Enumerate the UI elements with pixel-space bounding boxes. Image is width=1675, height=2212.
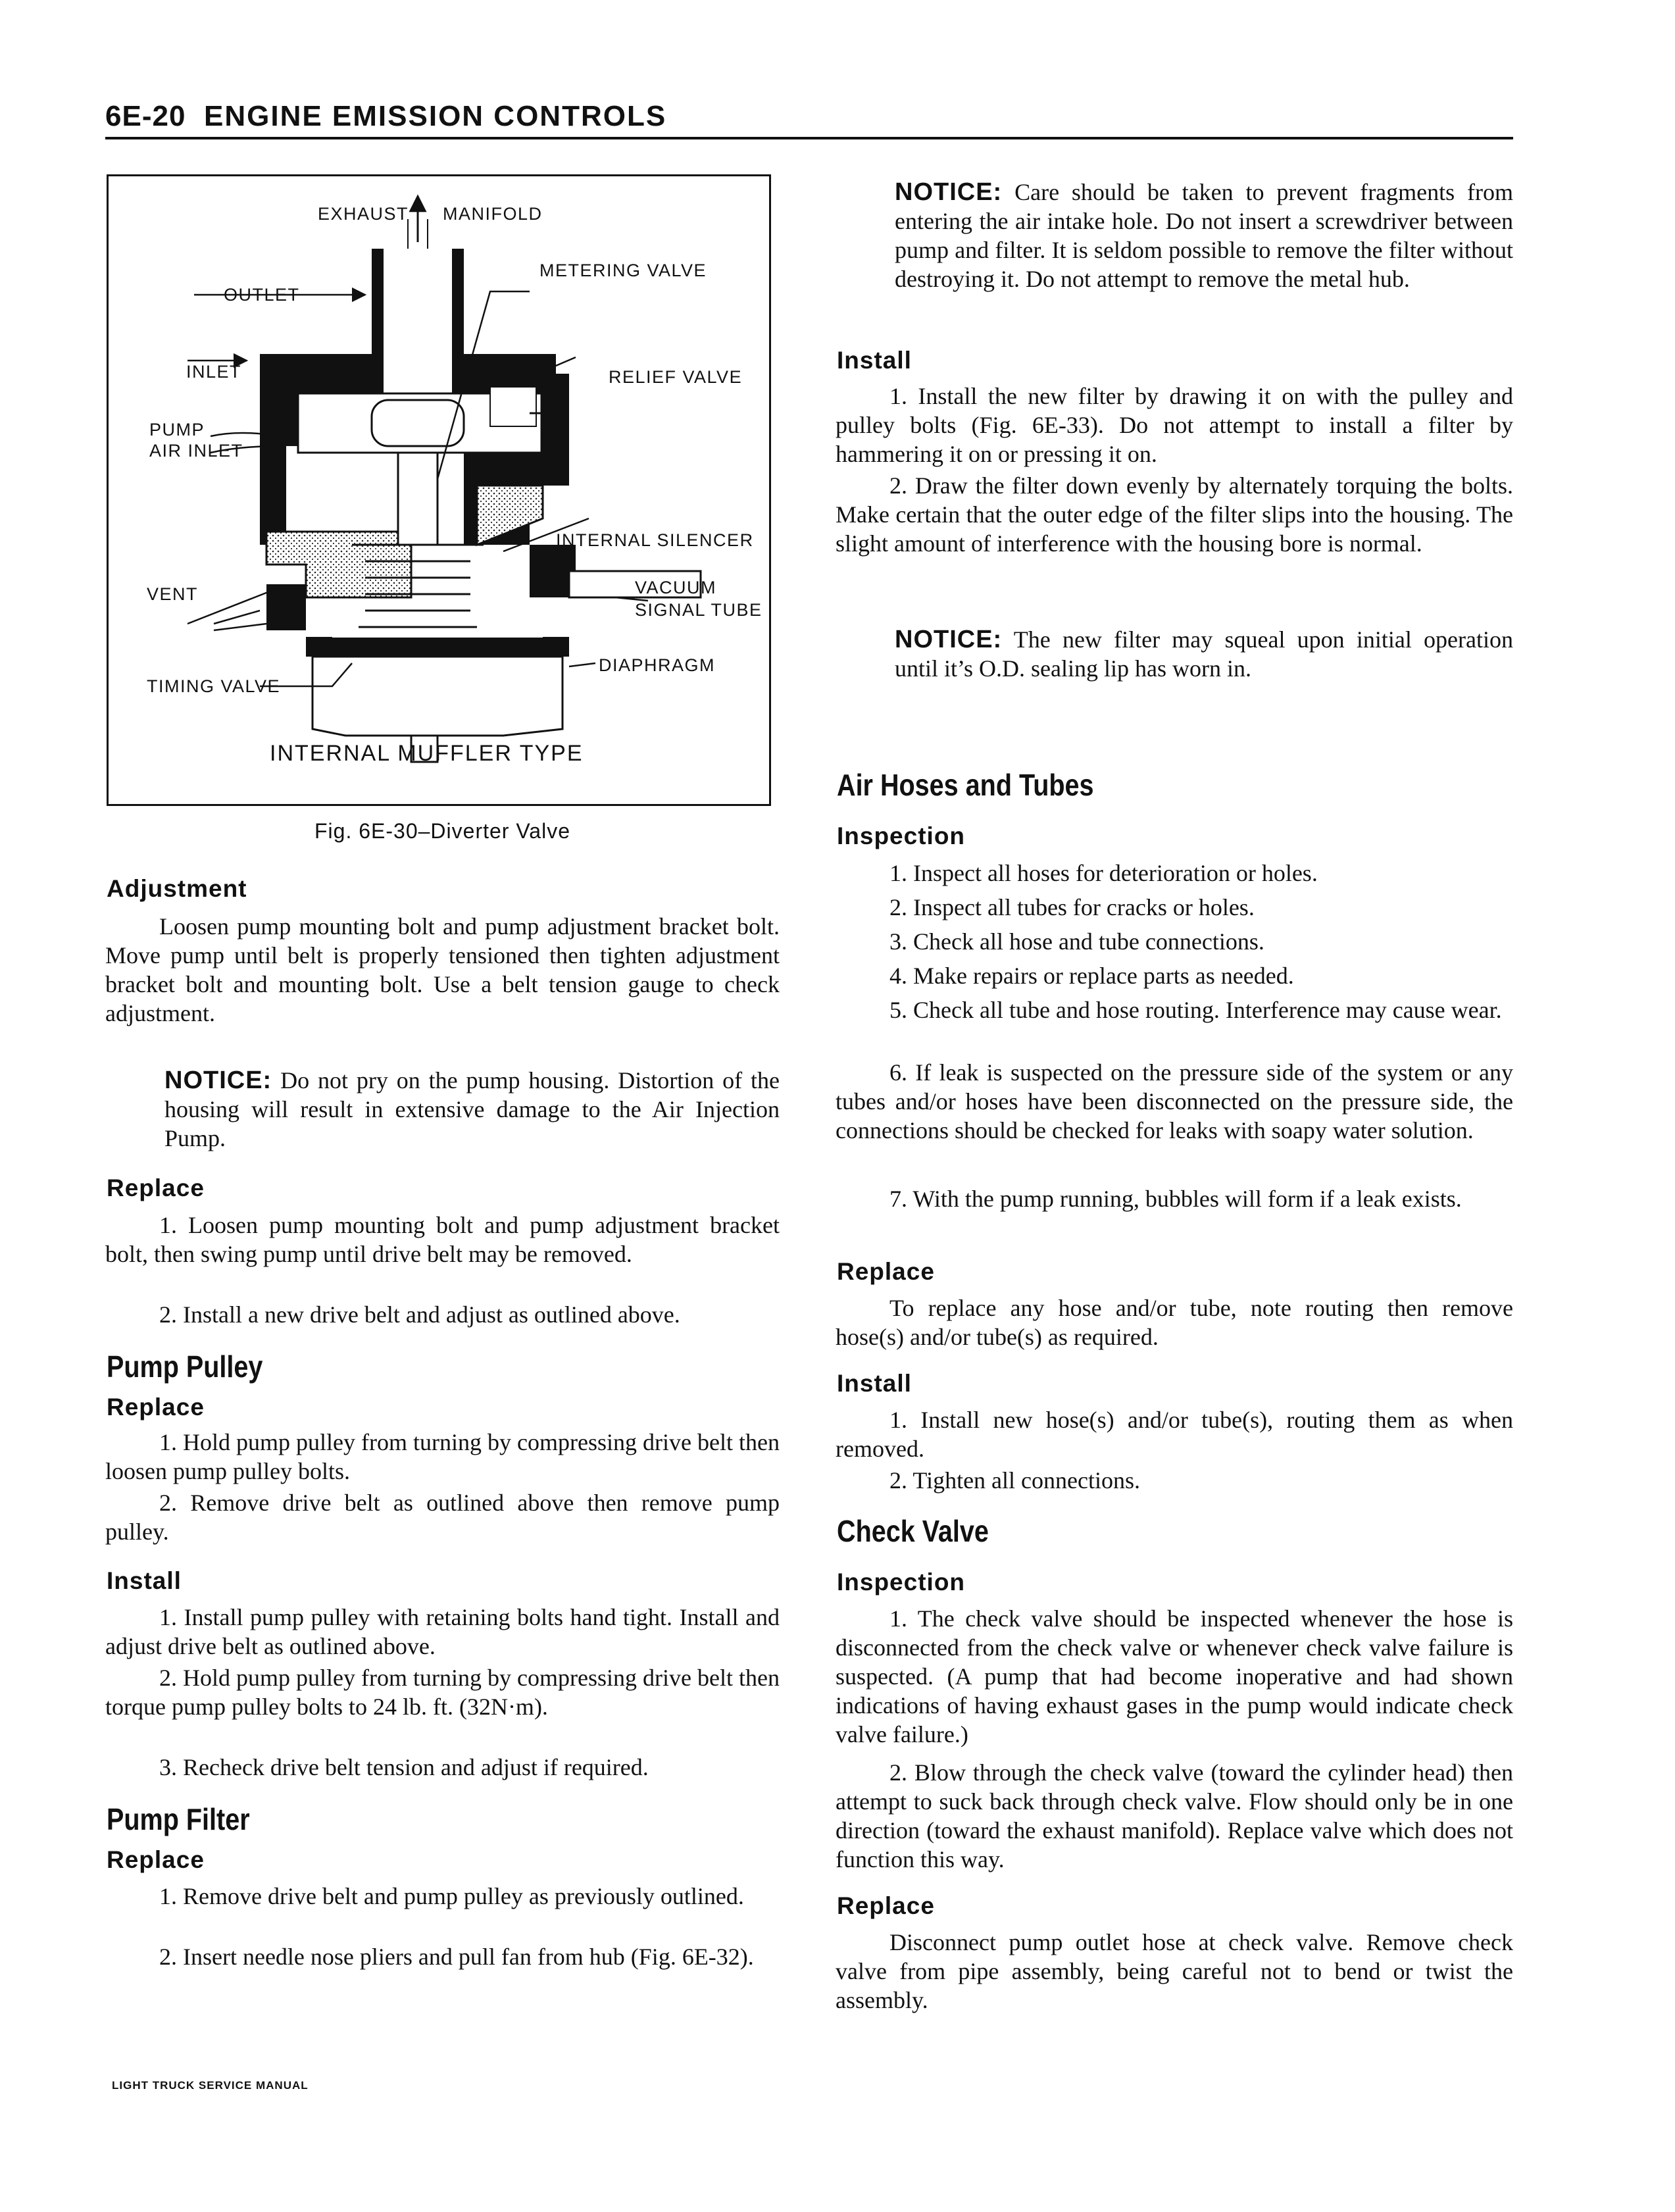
replace-step-2: 2. Install a new drive belt and adjust as outlined above.: [159, 1301, 680, 1328]
hose-install-step-2: 2. Tighten all connections.: [889, 1467, 1140, 1494]
label-vacuum: VACUUM: [635, 578, 717, 597]
hose-install-step-1: 1. Install new hose(s) and/or tube(s), routing them as when removed.: [836, 1407, 1513, 1462]
pump-filter-heading: Pump Filter: [107, 1802, 250, 1836]
install-heading: Install: [837, 1370, 912, 1397]
inspection-step-5: 5. Check all tube and hose routing. Interference may cause wear.: [889, 997, 1502, 1023]
air-hoses-heading: Air Hoses and Tubes: [837, 768, 1094, 802]
adjustment-heading: Adjustment: [107, 875, 247, 902]
install-step-1: 1. Install the new filter by drawing it on with the pulley and pulley bolts (Fig. 6E-33). Do not attempt to install a filter by hammering it on or pressing it on.: [836, 383, 1513, 467]
label-exhaust: EXHAUST: [318, 204, 409, 224]
notice-text: Do not pry on the pump housing. Distortion of the housing will result in extensive damage to the Air Injection Pump.: [164, 1067, 780, 1151]
label-air-inlet: AIR INLET: [149, 441, 243, 461]
label-diaphragm: DIAPHRAGM: [599, 655, 716, 675]
pulley-replace-heading: Replace: [107, 1394, 205, 1420]
label-metering-valve: METERING VALVE: [539, 261, 707, 280]
label-outlet: OUTLET: [224, 285, 300, 305]
notice-fragments: [895, 178, 1513, 293]
install-step-2: 2. Draw the filter down evenly by alternately torquing the bolts. Make certain that the outer edge of the filter slips into the housing. The slight amount of interference with the housing bore is normal.: [836, 472, 1513, 557]
inspection-step-3: 3. Check all hose and tube connections.: [889, 928, 1264, 955]
notice-label: NOTICE:: [895, 626, 1003, 653]
inspection-step-2: 2. Inspect all tubes for cracks or holes.: [889, 894, 1255, 920]
pulley-install-step-2: 2. Hold pump pulley from turning by compressing drive belt then torque pump pulley bolts to 24 lb. ft. (32N·m).: [105, 1665, 780, 1720]
page-code: 6E-20: [105, 100, 186, 132]
diverter-valve-figure: [107, 174, 771, 806]
pulley-install-heading: Install: [107, 1567, 182, 1594]
notice-text: The new filter may squeal upon initial operation until it’s O.D. sealing lip has worn in.: [895, 626, 1513, 682]
notice-label: NOTICE:: [895, 178, 1003, 206]
valve-body: [260, 354, 701, 762]
label-manifold: MANIFOLD: [443, 204, 543, 224]
label-vent: VENT: [147, 584, 199, 604]
notice-squeal: [895, 625, 1513, 683]
hose-replace-paragraph: To replace any hose and/or tube, note routing then remove hose(s) and/or tube(s) as required.: [836, 1295, 1513, 1350]
check-valve-heading: Check Valve: [837, 1514, 989, 1548]
section-title: ENGINE EMISSION CONTROLS: [204, 100, 667, 132]
filter-replace-step-1: 1. Remove drive belt and pump pulley as previously outlined.: [159, 1883, 744, 1909]
pulley-replace-step-1: 1. Hold pump pulley from turning by compressing drive belt then loosen pump pulley bolts.: [105, 1429, 780, 1484]
label-internal-silencer: INTERNAL SILENCER: [556, 530, 754, 550]
inspection-heading: Inspection: [837, 1569, 966, 1596]
inspection-step-4: 4. Make repairs or replace parts as needed.: [889, 963, 1294, 989]
page-header: [105, 99, 1513, 139]
inspection-step-6: 6. If leak is suspected on the pressure side of the system or any tubes and/or hoses have been disconnected on the pressure side, the connections should be checked for leaks with soapy water solution.: [836, 1059, 1513, 1144]
manual-title-footer: LIGHT TRUCK SERVICE MANUAL: [112, 2079, 309, 2092]
label-timing-valve: TIMING VALVE: [147, 676, 281, 696]
replace-heading: Replace: [837, 1258, 935, 1285]
filter-replace-step-2: 2. Insert needle nose pliers and pull fan from hub (Fig. 6E-32).: [159, 1944, 754, 1970]
label-inlet: INLET: [186, 362, 242, 382]
notice-label: NOTICE:: [164, 1067, 272, 1094]
figure-caption: Fig. 6E-30–Diverter Valve: [314, 819, 570, 843]
inspection-step-1: 1. Inspect all hoses for deterioration or holes.: [889, 860, 1318, 886]
check-valve-replace-paragraph: Disconnect pump outlet hose at check valve. Remove check valve from pipe assembly, being careful not to bend or twist the assembly.: [836, 1929, 1513, 2013]
replace-step-1: 1. Loosen pump mounting bolt and pump adjustment bracket bolt, then swing pump until drive belt may be removed.: [105, 1212, 780, 1267]
check-valve-step-2: 2. Blow through the check valve (toward the cylinder head) then attempt to suck back through check valve. Flow should only be in one direction (toward the exhaust manifold). Replace valve which does not function this way.: [836, 1759, 1513, 1873]
install-heading: Install: [837, 347, 912, 374]
replace-heading: Replace: [107, 1174, 205, 1201]
adjustment-paragraph: Loosen pump mounting bolt and pump adjustment bracket bolt. Move pump until belt is properly tensioned then tighten adjustment bracket bolt and mounting bolt. Use a belt tension gauge to check adjustment.: [105, 913, 780, 1026]
notice-pump-housing: [164, 1066, 780, 1153]
label-signal-tube: SIGNAL TUBE: [635, 600, 762, 620]
label-pump: PUMP: [149, 420, 205, 440]
inspection-heading: Inspection: [837, 822, 966, 849]
label-relief-valve: RELIEF VALVE: [609, 367, 743, 387]
pump-pulley-heading: Pump Pulley: [107, 1349, 263, 1384]
filter-replace-heading: Replace: [107, 1846, 205, 1873]
figure-type-title: INTERNAL MUFFLER TYPE: [270, 741, 584, 766]
pulley-install-step-3: 3. Recheck drive belt tension and adjust if required.: [159, 1754, 649, 1780]
inspection-step-7: 7. With the pump running, bubbles will form if a leak exists.: [889, 1186, 1462, 1212]
check-valve-step-1: 1. The check valve should be inspected whenever the hose is disconnected from the check valve or whenever check valve failure is suspected. (A pump that had become inoperative and had shown indications of having exhaust gases in the pump would indicate check valve failure.): [836, 1605, 1513, 1747]
notice-text: Care should be taken to prevent fragments from entering the air intake hole. Do not insert a screwdriver between pump and filter. It is seldom possible to remove the filter without destroying it. Do not attempt to remove the metal hub.: [895, 179, 1513, 292]
pulley-install-step-1: 1. Install pump pulley with retaining bolts hand tight. Install and adjust drive belt as outlined above.: [105, 1604, 780, 1659]
replace-heading: Replace: [837, 1892, 935, 1919]
pulley-replace-step-2: 2. Remove drive belt as outlined above then remove pump pulley.: [105, 1490, 780, 1545]
